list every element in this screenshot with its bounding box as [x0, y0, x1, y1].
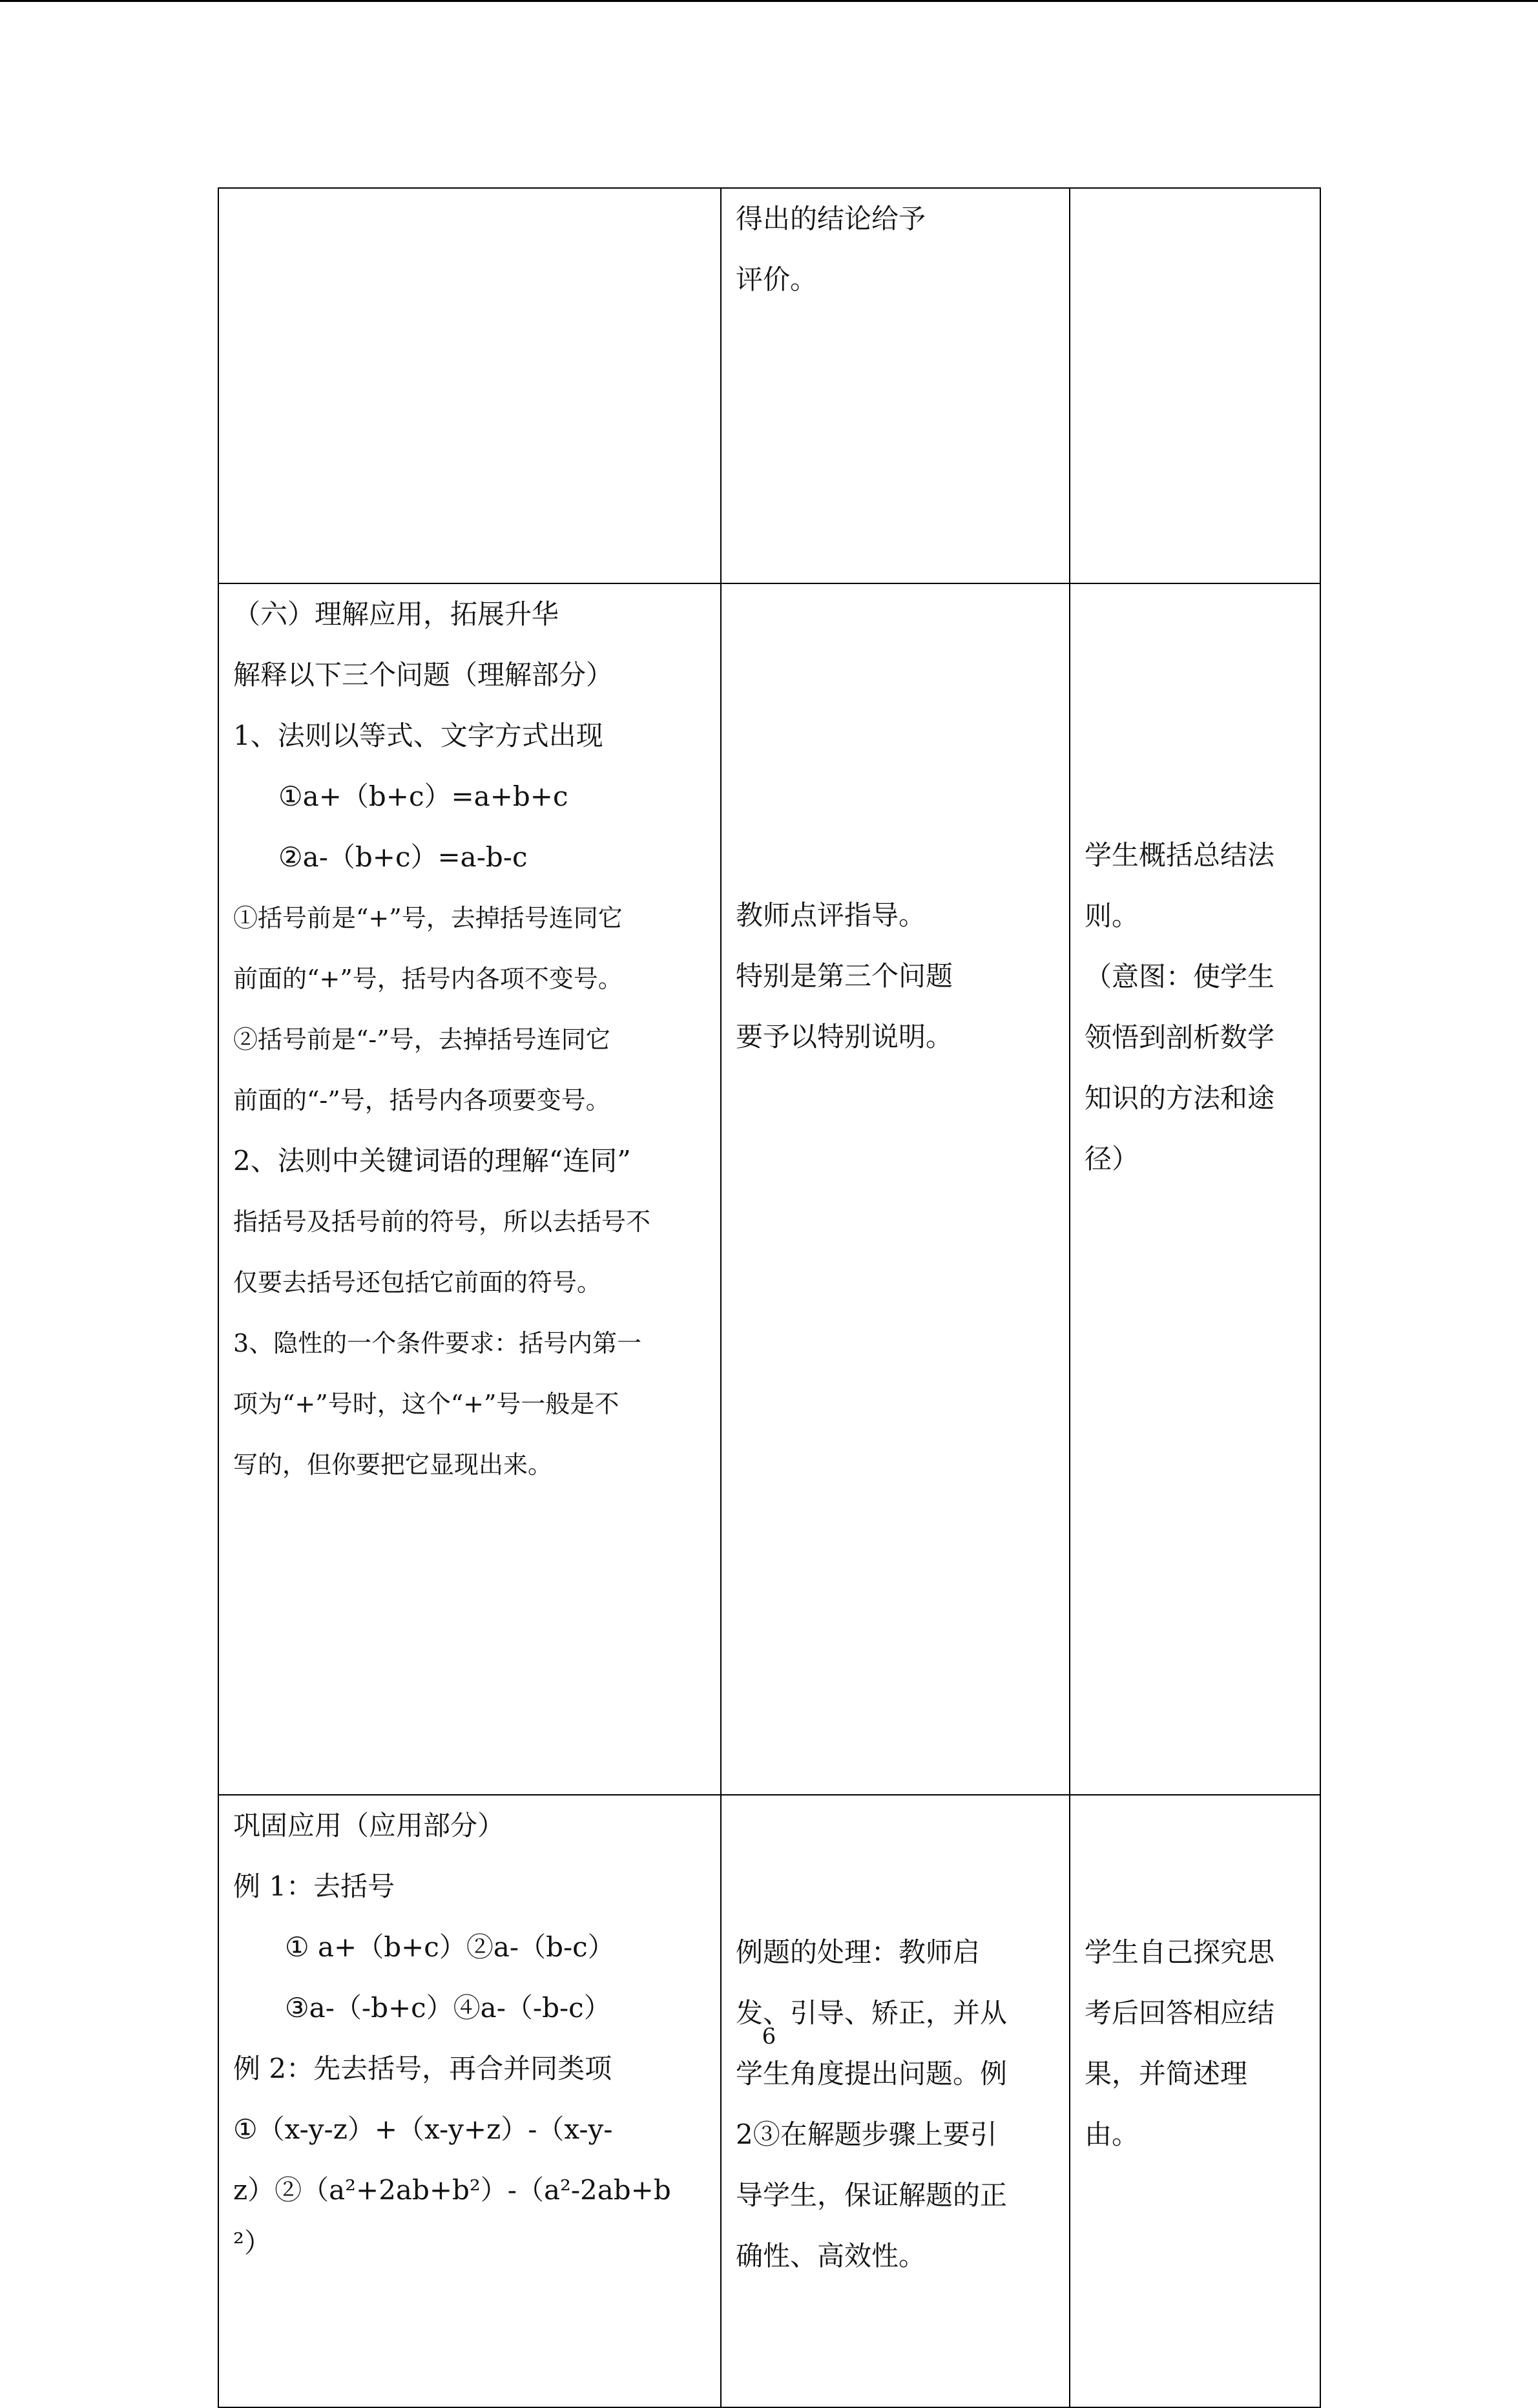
text-line: 径） — [1085, 1143, 1139, 1175]
page-number: 6 — [762, 2024, 776, 2049]
text-line: 例 2：先去括号，再合并同类项 — [233, 2053, 612, 2084]
text-line: 仅要去括号还包括它前面的符号。 — [233, 1268, 602, 1297]
text-line: 确性、高效性。 — [736, 2240, 926, 2272]
text-line: 得出的结论给予 — [736, 203, 926, 235]
text-line: 指括号及括号前的符号，所以去括号不 — [233, 1208, 651, 1236]
text-line: 例题的处理：教师启 — [736, 1936, 981, 1968]
row3-student-cell — [1070, 1795, 1320, 2407]
section-heading: 巩固应用（应用部分） — [233, 1810, 505, 1841]
text-line: 评价。 — [736, 264, 818, 295]
text-line: （意图：使学生 — [1085, 961, 1275, 992]
text-line: 导学生，保证解题的正 — [736, 2179, 1008, 2211]
row1-activity-cell — [218, 188, 721, 583]
text-line: ②括号前是“-”号，去掉括号连同它 — [233, 1025, 610, 1054]
text-line: 由。 — [1085, 2119, 1139, 2150]
text-line: 发、引导、矫正，并从 — [736, 1997, 1008, 2029]
lesson-plan-table — [218, 187, 1321, 2408]
text-line: 前面的“+”号，括号内各项不变号。 — [233, 965, 623, 993]
text-line: 教师点评指导。 — [736, 899, 926, 931]
row3-activity-cell — [218, 1795, 721, 2407]
text-line: 要予以特别说明。 — [736, 1021, 953, 1052]
table-row — [218, 583, 1320, 1795]
text-line: 例 1：去括号 — [233, 1870, 395, 1902]
text-line: 3、隐性的一个条件要求：括号内第一 — [233, 1329, 642, 1357]
formula-line: ①a+（b+c）=a+b+c — [278, 780, 568, 812]
row2-student-cell — [1070, 583, 1320, 1795]
row1-teacher-cell — [721, 188, 1070, 583]
row1-student-cell — [1070, 188, 1320, 583]
formula-line: ③a-（-b+c）④a-（-b-c） — [285, 1992, 611, 2024]
top-border-line — [0, 0, 1538, 2]
formula-line: ①（x-y-z）+（x-y+z）-（x-y- — [233, 2113, 613, 2145]
row2-activity-cell — [218, 583, 721, 1795]
row3-teacher-cell — [721, 1795, 1070, 2407]
text-line: 学生概括总结法 — [1085, 839, 1275, 871]
text-line: 领悟到剖析数学 — [1085, 1021, 1275, 1053]
text-line: 学生角度提出问题。例 — [736, 2058, 1008, 2089]
table-row — [218, 1795, 1320, 2407]
formula-line: ① a+（b+c）②a-（b-c） — [285, 1931, 615, 1963]
text-line: 果，并简述理 — [1085, 2058, 1248, 2089]
text-line: 则。 — [1085, 900, 1139, 932]
text-line: 2、法则中关键词语的理解“连同” — [233, 1145, 631, 1177]
text-line: 学生自己探究思 — [1085, 1936, 1275, 1968]
text-line: 解释以下三个问题（理解部分） — [233, 659, 614, 691]
table-row — [218, 188, 1320, 583]
text-line: 前面的“-”号，括号内各项要变号。 — [233, 1086, 610, 1115]
text-line: 项为“+”号时，这个“+”号一般是不 — [233, 1390, 619, 1418]
text-line: 写的，但你要把它显现出来。 — [233, 1450, 553, 1479]
formula-line: z）②（a²+2ab+b²）-（a²-2ab+b — [233, 2174, 671, 2206]
text-line: 知识的方法和途 — [1085, 1082, 1275, 1114]
text-line: 2③在解题步骤上要引 — [736, 2119, 997, 2150]
formula-line: ②a-（b+c）=a-b-c — [278, 841, 528, 873]
text-line: 1、法则以等式、文字方式出现 — [233, 720, 603, 751]
text-line: 考后回答相应结 — [1085, 1997, 1275, 2029]
formula-line: ²） — [233, 2227, 271, 2259]
row2-teacher-cell — [721, 583, 1070, 1795]
text-line: 特别是第三个问题 — [736, 960, 953, 992]
text-line: ①括号前是“+”号，去掉括号连同它 — [233, 904, 623, 932]
section-heading: （六）理解应用，拓展升华 — [233, 598, 559, 630]
